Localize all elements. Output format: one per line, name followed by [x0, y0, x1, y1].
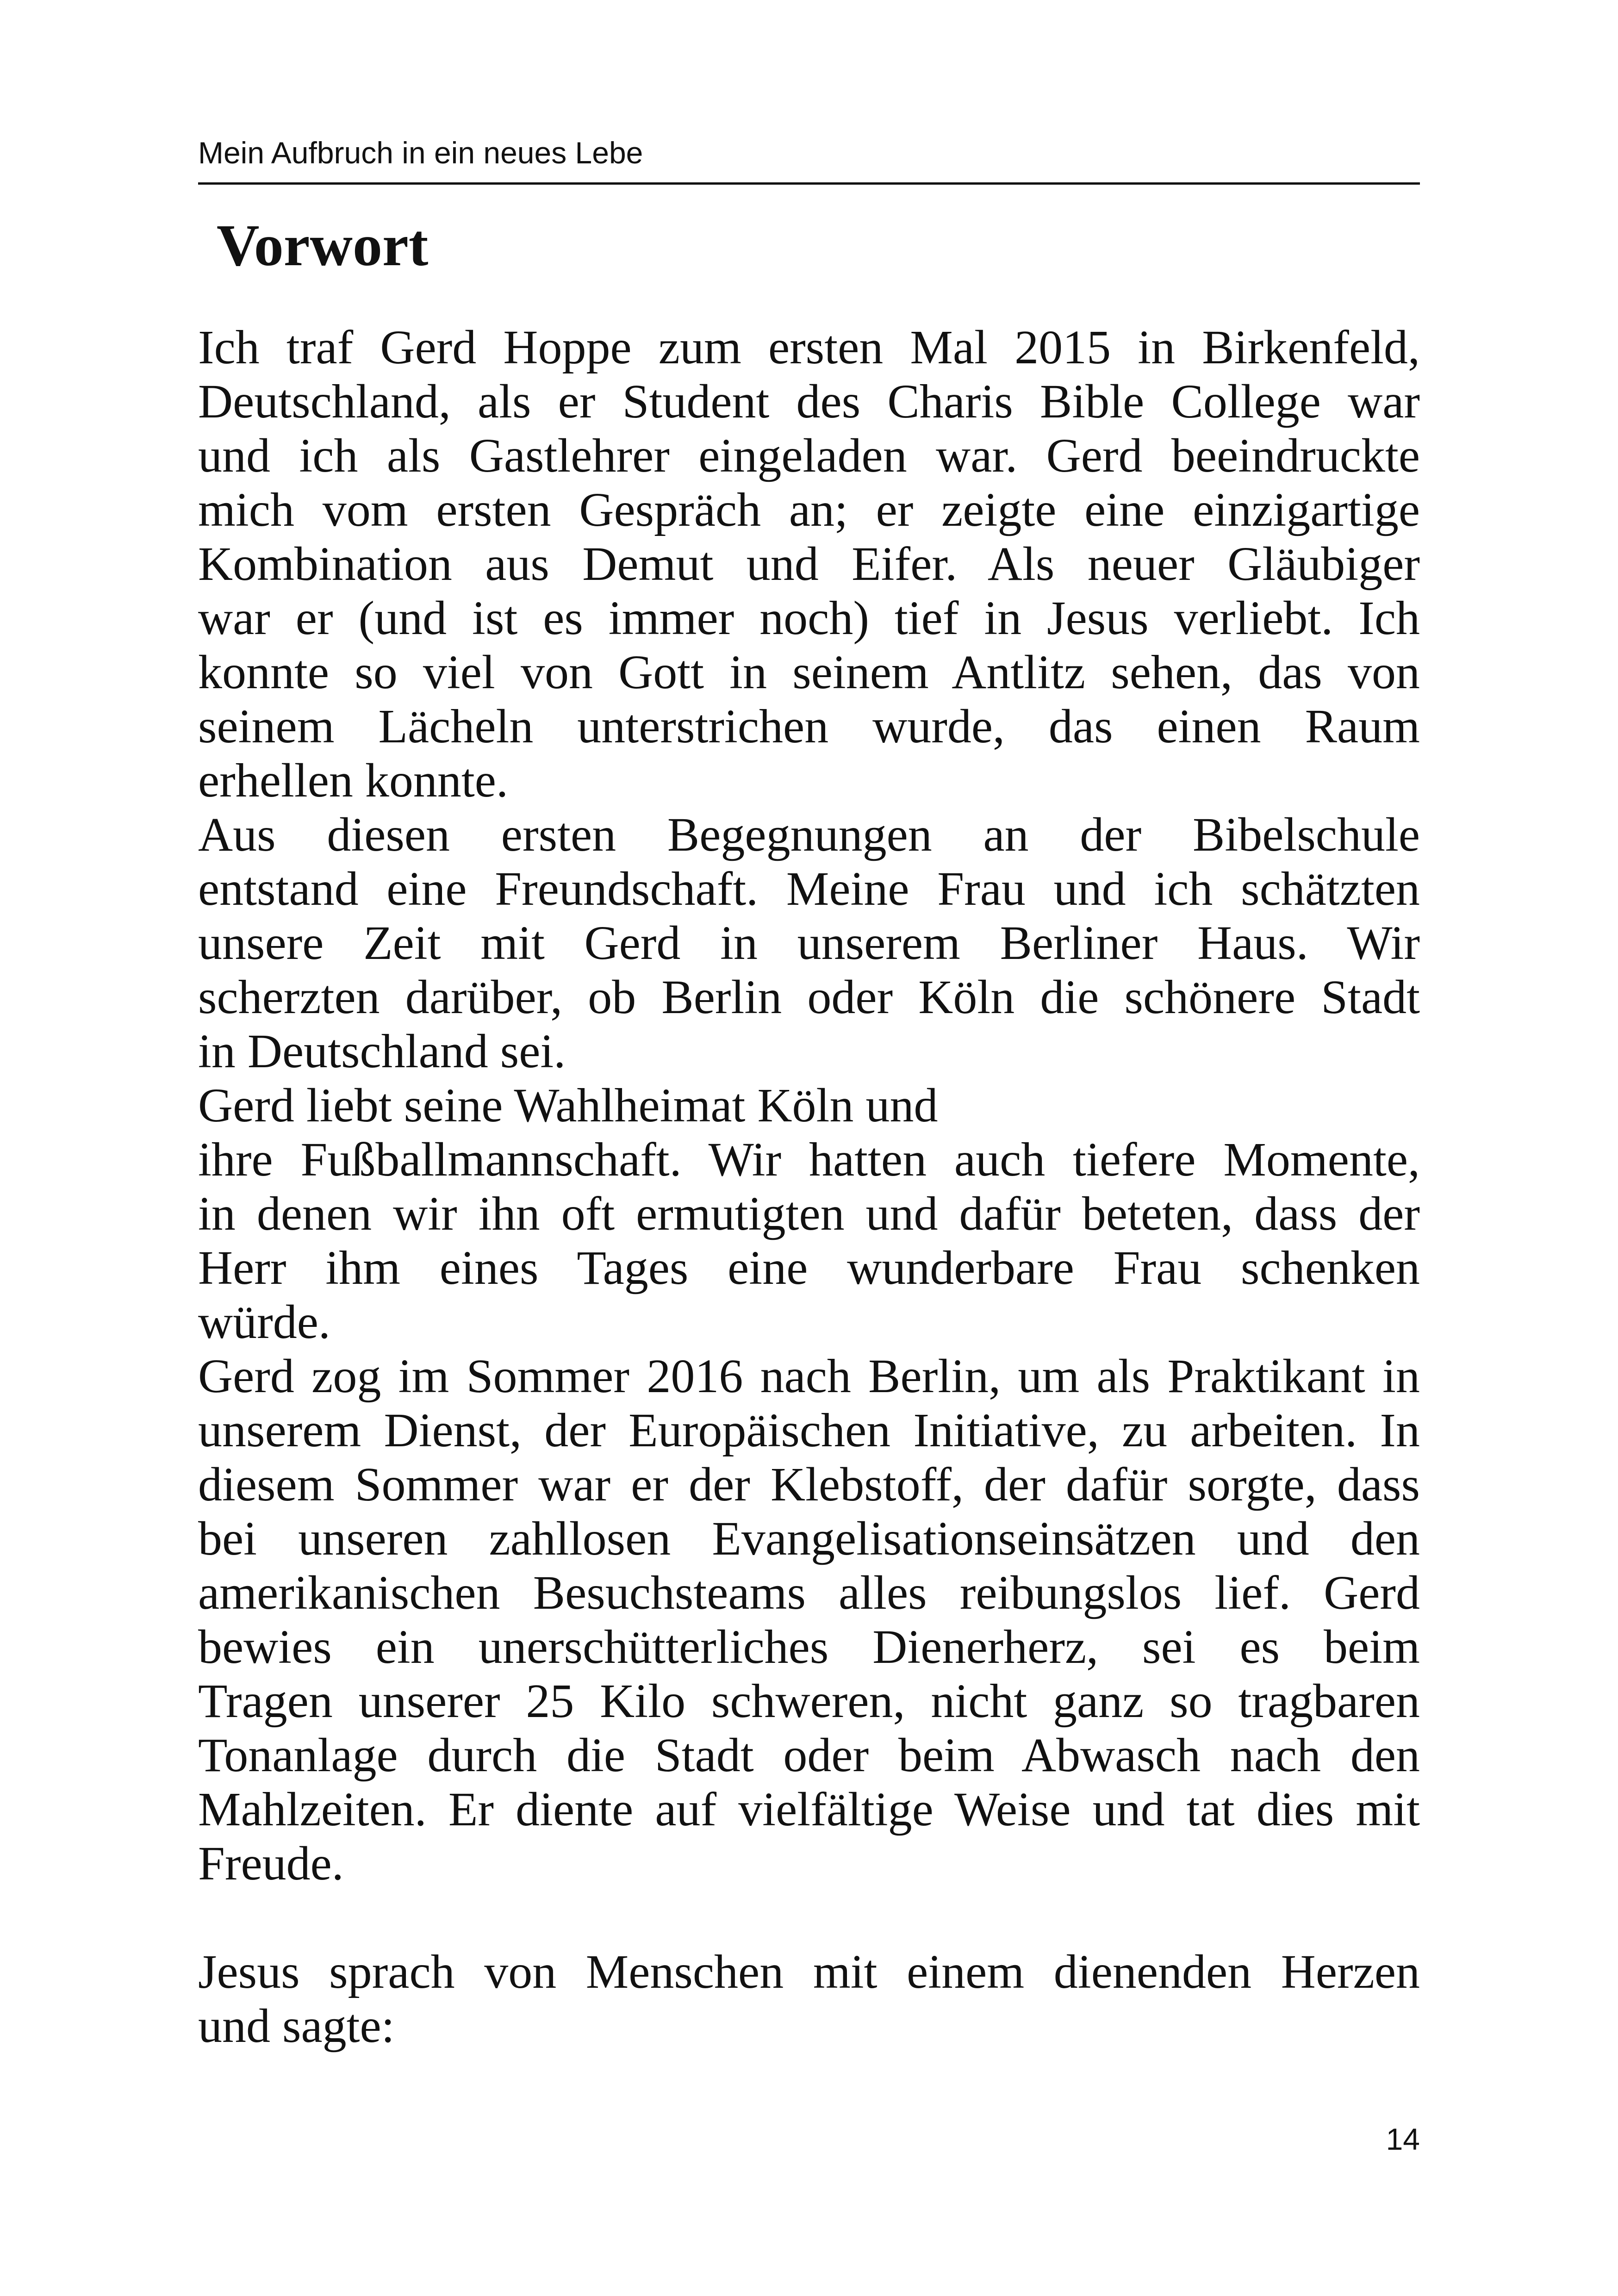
- body-line: Gerd zog im Sommer 2016 nach Berlin, um als Praktikant in: [198, 1350, 1420, 1403]
- body-line: amerikanischen Besuchsteams alles reibungslos lief. Gerd: [198, 1566, 1420, 1619]
- body-line: in denen wir ihn oft ermutigten und dafür beteten, dass der: [198, 1187, 1420, 1240]
- body-line: Jesus sprach von Menschen mit einem dienenden Herzen: [198, 1945, 1420, 1998]
- body-line: konnte so viel von Gott in seinem Antlitz sehen, das von: [198, 646, 1420, 699]
- body-line: und sagte:: [198, 1999, 395, 2053]
- header-rule: [198, 182, 1420, 185]
- paragraph-gap: [198, 1891, 1420, 1945]
- body-line: Herr ihm eines Tages eine wunderbare Frau schenken: [198, 1241, 1420, 1294]
- body-line: bei unseren zahllosen Evangelisationseinsätzen und den: [198, 1512, 1420, 1565]
- body-line: entstand eine Freundschaft. Meine Frau und ich schätzten: [198, 862, 1420, 915]
- body-line: Ich traf Gerd Hoppe zum ersten Mal 2015 in Birkenfeld,: [198, 321, 1420, 374]
- running-header: Mein Aufbruch in ein neues Lebe: [198, 136, 643, 170]
- chapter-title: Vorwort: [217, 212, 429, 278]
- body-line: unsere Zeit mit Gerd in unserem Berliner Haus. Wir: [198, 916, 1420, 970]
- body-line: unserem Dienst, der Europäischen Initiative, zu arbeiten. In: [198, 1404, 1420, 1457]
- body-line: erhellen konnte.: [198, 754, 508, 807]
- body-line: diesem Sommer war er der Klebstoff, der dafür sorgte, dass: [198, 1458, 1420, 1511]
- body-line: seinem Lächeln unterstrichen wurde, das einen Raum: [198, 700, 1420, 753]
- body-line: Gerd liebt seine Wahlheimat Köln und: [198, 1079, 938, 1132]
- body-line: mich vom ersten Gespräch an; er zeigte eine einzigartige: [198, 483, 1420, 536]
- body-line: scherzten darüber, ob Berlin oder Köln die schönere Stadt: [198, 971, 1420, 1024]
- body-line: Freude.: [198, 1837, 344, 1890]
- body-line: ihre Fußballmannschaft. Wir hatten auch tiefere Momente,: [198, 1133, 1420, 1186]
- body-line: und ich als Gastlehrer eingeladen war. Gerd beeindruckte: [198, 429, 1420, 482]
- body-line: in Deutschland sei.: [198, 1025, 566, 1078]
- body-line: Deutschland, als er Student des Charis Bible College war: [198, 375, 1420, 428]
- body-text: [198, 320, 1420, 2053]
- body-line: Aus diesen ersten Begegnungen an der Bibelschule: [198, 808, 1420, 861]
- body-line: war er (und ist es immer noch) tief in Jesus verliebt. Ich: [198, 591, 1420, 645]
- body-line: Tragen unserer 25 Kilo schweren, nicht ganz so tragbaren: [198, 1674, 1420, 1728]
- body-line: bewies ein unerschütterliches Dienerherz, sei es beim: [198, 1620, 1420, 1674]
- body-line: Kombination aus Demut und Eifer. Als neuer Gläubiger: [198, 537, 1420, 591]
- page-number: 14: [1386, 2122, 1420, 2156]
- body-line: Mahlzeiten. Er diente auf vielfältige Weise und tat dies mit: [198, 1783, 1420, 1836]
- body-line: würde.: [198, 1295, 330, 1349]
- body-line: Tonanlage durch die Stadt oder beim Abwasch nach den: [198, 1729, 1420, 1782]
